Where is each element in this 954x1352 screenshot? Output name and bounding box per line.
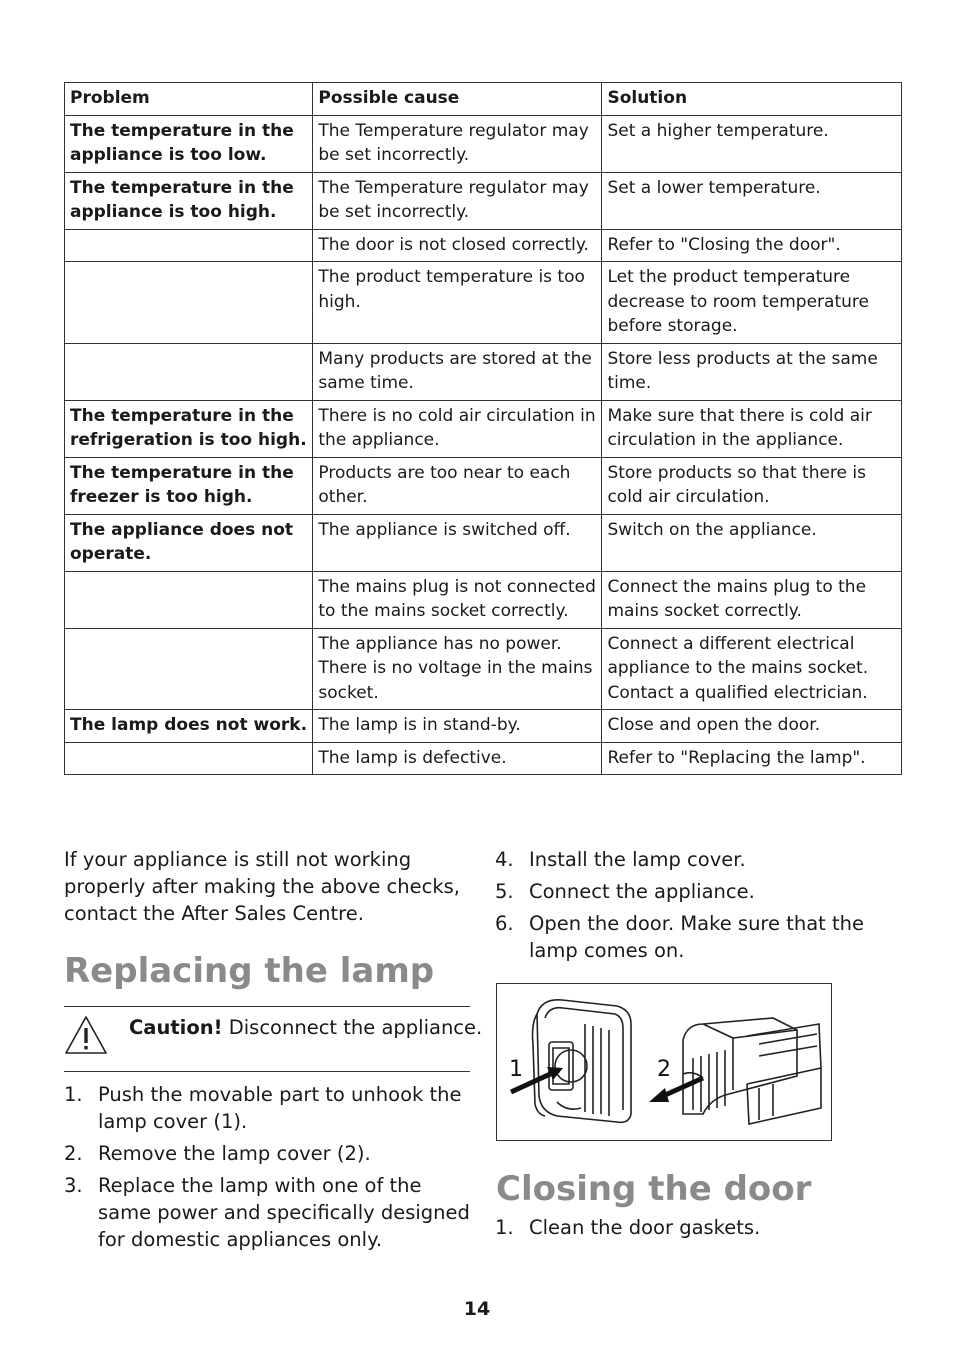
- closing-door-heading: Closing the door: [496, 1169, 812, 1209]
- table-row: [65, 115, 902, 172]
- cell-problem: The temperature in the refrigeration is too high.: [65, 400, 313, 457]
- cell-possible-cause: The lamp is in stand-by.: [313, 710, 602, 743]
- cell-problem: The temperature in the appliance is too low.: [65, 115, 313, 172]
- table-row: [65, 229, 902, 262]
- lamp-steps-list-right: [495, 846, 905, 969]
- table-row: [65, 710, 902, 743]
- table-row: [65, 628, 902, 710]
- cell-possible-cause: Many products are stored at the same time.: [313, 343, 602, 400]
- cell-solution: Make sure that there is cold air circulation in the appliance.: [602, 400, 902, 457]
- cell-problem: [65, 571, 313, 628]
- cell-possible-cause: The mains plug is not connected to the mains socket correctly.: [313, 571, 602, 628]
- column-header-problem: Problem: [65, 83, 313, 116]
- lamp-cover-drawing: [497, 984, 831, 1140]
- cell-possible-cause: The product temperature is too high.: [313, 262, 602, 344]
- cell-problem: [65, 229, 313, 262]
- cell-problem: The appliance does not operate.: [65, 514, 313, 571]
- cell-possible-cause: The Temperature regulator may be set incorrectly.: [313, 172, 602, 229]
- cell-solution: Store less products at the same time.: [602, 343, 902, 400]
- list-item: [64, 1172, 470, 1253]
- cell-possible-cause: The door is not closed correctly.: [313, 229, 602, 262]
- step-number: 5.: [495, 880, 514, 903]
- door-steps-list: [495, 1214, 905, 1246]
- column-header-possible-cause: Possible cause: [313, 83, 602, 116]
- table-row: [65, 343, 902, 400]
- caution-label: Caution!: [129, 1016, 223, 1039]
- cell-possible-cause: There is no cold air circulation in the appliance.: [313, 400, 602, 457]
- cell-possible-cause: The Temperature regulator may be set incorrectly.: [313, 115, 602, 172]
- list-item: [64, 1140, 470, 1167]
- cell-possible-cause: The appliance has no power. There is no voltage in the mains socket.: [313, 628, 602, 710]
- step-number: 3.: [64, 1174, 83, 1197]
- cell-solution: Refer to "Closing the door".: [602, 229, 902, 262]
- list-item: [495, 878, 905, 905]
- list-item: [495, 846, 905, 873]
- cell-problem: [65, 742, 313, 775]
- cell-solution: Connect the mains plug to the mains socket correctly.: [602, 571, 902, 628]
- cell-possible-cause: Products are too near to each other.: [313, 457, 602, 514]
- cell-solution: Close and open the door.: [602, 710, 902, 743]
- step-number: 4.: [495, 848, 514, 871]
- page-number: 14: [463, 1298, 491, 1320]
- intro-paragraph: If your appliance is still not working properly after making the above checks, contact the After Sales Centre.: [64, 848, 461, 925]
- table-row: [65, 457, 902, 514]
- lamp-steps-list-left: [64, 1081, 470, 1258]
- step-number: 6.: [495, 912, 514, 935]
- cell-solution: Set a higher temperature.: [602, 115, 902, 172]
- step-text: Push the movable part to unhook the lamp cover (1).: [98, 1083, 462, 1133]
- step-text: Clean the door gaskets.: [529, 1216, 761, 1239]
- cell-problem: The temperature in the freezer is too high.: [65, 457, 313, 514]
- cell-problem: [65, 343, 313, 400]
- cell-problem: The lamp does not work.: [65, 710, 313, 743]
- cell-solution: Let the product temperature decrease to room temperature before storage.: [602, 262, 902, 344]
- cell-problem: The temperature in the appliance is too high.: [65, 172, 313, 229]
- cell-possible-cause: The lamp is defective.: [313, 742, 602, 775]
- table-row: [65, 400, 902, 457]
- table-row: [65, 262, 902, 344]
- step-number: 1.: [495, 1216, 514, 1239]
- lamp-cover-illustration: [496, 983, 832, 1141]
- list-item: [495, 910, 905, 964]
- table-row: [65, 514, 902, 571]
- step-text: Install the lamp cover.: [529, 848, 746, 871]
- list-item: [64, 1081, 470, 1135]
- cell-solution: Refer to "Replacing the lamp".: [602, 742, 902, 775]
- figure-label-2: 2: [657, 1057, 671, 1082]
- table-header-row: [65, 83, 902, 116]
- cell-problem: [65, 262, 313, 344]
- step-number: 2.: [64, 1142, 83, 1165]
- caution-message: Disconnect the appliance.: [222, 1016, 483, 1039]
- column-header-solution: Solution: [602, 83, 902, 116]
- table-row: [65, 172, 902, 229]
- cell-solution: Store products so that there is cold air circulation.: [602, 457, 902, 514]
- table-row: [65, 571, 902, 628]
- figure-label-1: 1: [509, 1057, 523, 1082]
- replacing-lamp-heading: Replacing the lamp: [64, 951, 435, 991]
- cell-solution: Connect a different electrical appliance to the mains socket. Contact a qualified electrician.: [602, 628, 902, 710]
- cell-problem: [65, 628, 313, 710]
- cell-possible-cause: The appliance is switched off.: [313, 514, 602, 571]
- step-text: Replace the lamp with one of the same power and specifically designed for domestic appliances only.: [98, 1174, 470, 1251]
- troubleshooting-table: [64, 82, 902, 775]
- cell-solution: Set a lower temperature.: [602, 172, 902, 229]
- step-number: 1.: [64, 1083, 83, 1106]
- cell-solution: Switch on the appliance.: [602, 514, 902, 571]
- step-text: Remove the lamp cover (2).: [98, 1142, 371, 1165]
- caution-box: [64, 1006, 483, 1072]
- step-text: Open the door. Make sure that the lamp comes on.: [529, 912, 865, 962]
- list-item: [495, 1214, 905, 1241]
- table-row: [65, 742, 902, 775]
- warning-triangle-icon: [64, 1015, 108, 1055]
- caution-text: [129, 1014, 482, 1041]
- step-text: Connect the appliance.: [529, 880, 755, 903]
